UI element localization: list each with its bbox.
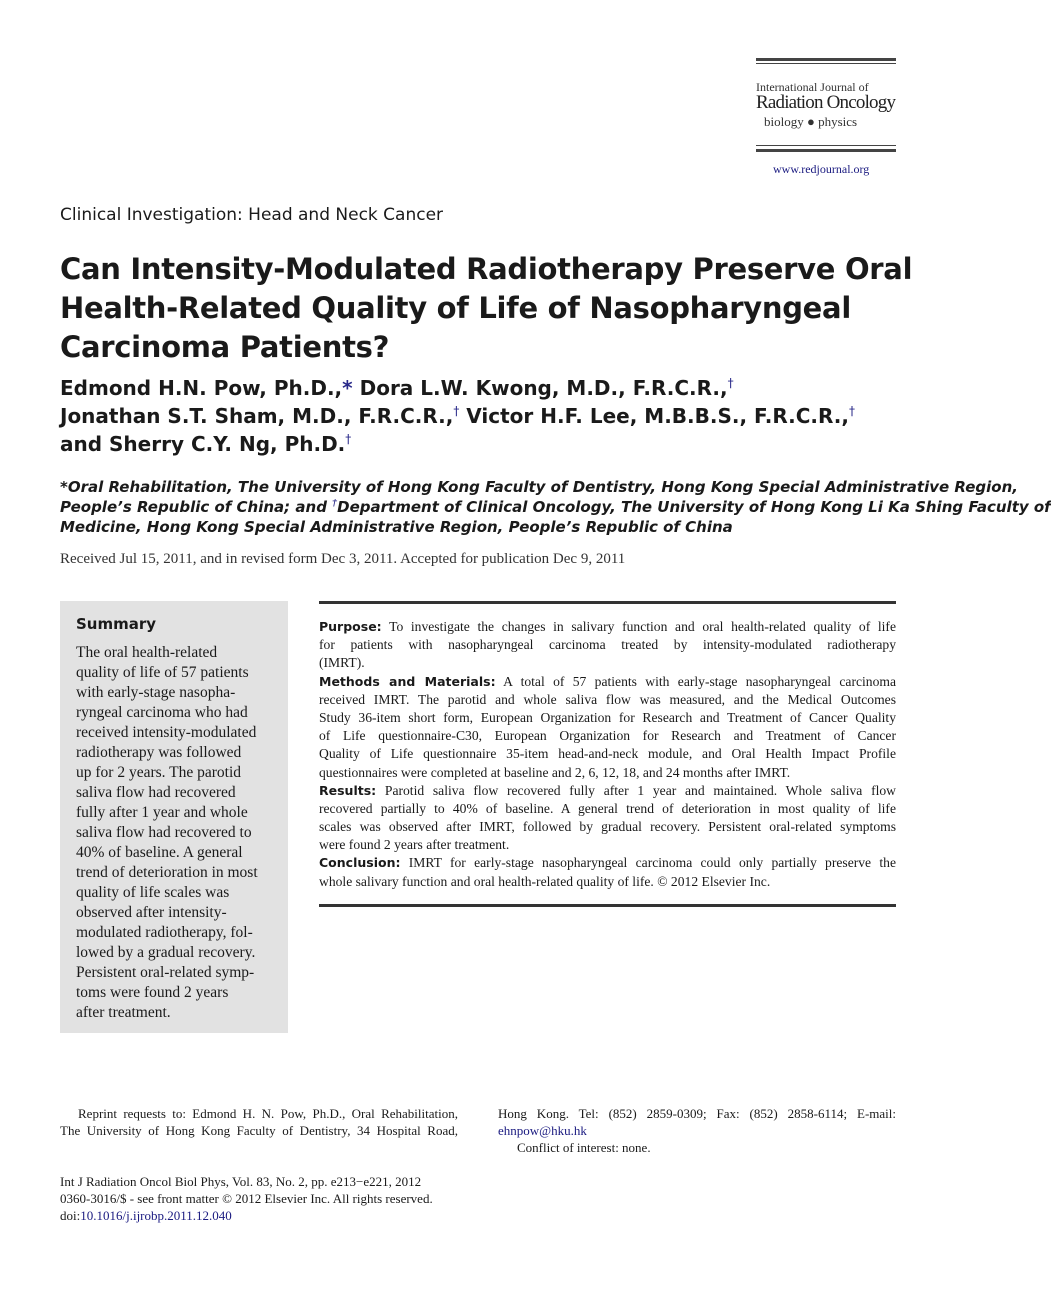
abstract-text: Parotid saliva flow recovered fully after 1 year and maintained. Whole saliva flow <box>376 782 896 798</box>
journal-name-line3: biology ● physics <box>764 114 858 129</box>
author-list <box>60 374 900 458</box>
conflict-statement: Conflict of interest: none. <box>517 1140 651 1155</box>
abstract-text: for patients with nasopharyngeal carcinoma treated by intensity-modulated radiotherapy <box>319 637 896 653</box>
author-kwong: Dora L.W. Kwong, M.D., F.R.C.R., <box>352 376 728 400</box>
title-line: Carcinoma Patients? <box>60 330 390 364</box>
reprint-footnote <box>60 1105 458 1139</box>
footnote-text: Hong Kong. Tel: (852) 2859-0309; Fax: (852) 2858-6114; E-mail: <box>498 1106 896 1121</box>
author-lee: Victor H.F. Lee, M.B.B.S., F.R.C.R., <box>459 404 849 428</box>
citation-block <box>60 1173 433 1224</box>
affiliation-mark-dagger[interactable]: † <box>727 376 734 390</box>
affiliation-dagger: † <box>332 498 338 509</box>
abstract-text: were found 2 years after treatment. <box>319 837 510 853</box>
abstract-text: of Life questionnaire-C30, European Organization for Research and Treatment of Cancer <box>319 728 896 744</box>
article-title <box>60 250 913 367</box>
summary-line: with early-stage nasopha- <box>76 684 236 701</box>
journal-name-line2: Radiation Oncology <box>756 92 896 113</box>
abstract-text: received IMRT. The parotid and whole saliva flow was measured, and the Medical Outcomes <box>319 691 896 707</box>
affiliation-line: Department of Clinical Oncology, The University of Hong Kong Li Ka Shing Faculty of <box>337 498 1051 516</box>
summary-line: ryngeal carcinoma who had <box>76 704 248 721</box>
author-ng: and Sherry C.Y. Ng, Ph.D. <box>60 432 346 456</box>
results-label: Results: <box>319 782 377 798</box>
header-rule-top-thin <box>756 63 896 64</box>
abstract-text: IMRT for early-stage nasopharyngeal carcinoma could only partially preserve the <box>400 855 896 871</box>
summary-line: 40% of baseline. A general <box>76 844 243 861</box>
title-line: Health-Related Quality of Life of Nasopharyngeal <box>60 291 851 325</box>
affiliation-mark-dagger[interactable]: † <box>345 432 352 446</box>
abstract-text: recovered partially to 40% of baseline. A general trend of deterioration in most quality of life <box>319 800 896 816</box>
summary-line: modulated radiotherapy, fol- <box>76 924 253 941</box>
affiliation-line: People’s Republic of China; and <box>60 498 333 516</box>
summary-line: quality of life scales was <box>76 884 230 901</box>
header-rule-top <box>756 58 896 61</box>
affiliation-line: *Oral Rehabilitation, The University of Hong Kong Faculty of Dentistry, Hong Kong Special Administrative Region, <box>60 478 1018 496</box>
summary-line: received intensity-modulated <box>76 724 257 741</box>
author-sham: Jonathan S.T. Sham, M.D., F.R.C.R., <box>60 404 454 428</box>
affiliation-line: Medicine, Hong Kong Special Administrative Region, People’s Republic of China <box>60 518 733 536</box>
summary-line: trend of deterioration in most <box>76 864 258 881</box>
abstract-rule-top <box>319 601 896 604</box>
journal-url-link[interactable]: www.redjournal.org <box>773 162 870 176</box>
abstract-text: whole salivary function and oral health-related quality of life. © 2012 Elsevier Inc. <box>319 873 771 889</box>
header-rule-bottom <box>756 149 896 152</box>
summary-line: radiotherapy was followed <box>76 744 242 761</box>
affiliation-mark-star[interactable]: * <box>342 376 353 400</box>
journal-name-line1: International Journal of <box>756 80 869 94</box>
summary-line: saliva flow had recovered to <box>76 824 252 841</box>
affiliations <box>60 477 1051 537</box>
section-label: Clinical Investigation: Head and Neck Cancer <box>60 205 444 225</box>
received-dates: Received Jul 15, 2011, and in revised form Dec 3, 2011. Accepted for publication Dec 9, 2011 <box>60 551 626 567</box>
summary-line: observed after intensity- <box>76 904 227 921</box>
conclusion-label: Conclusion: <box>319 855 401 871</box>
affiliation-mark-dagger[interactable]: † <box>453 404 460 418</box>
summary-title: Summary <box>76 615 157 633</box>
abstract-text: questionnaires were completed at baseline and 2, 6, 12, 18, and 24 months after IMRT. <box>319 764 791 780</box>
abstract-text: scales was observed after IMRT, followed by gradual recovery. Persistent oral-related symptoms <box>319 819 896 835</box>
summary-line: Persistent oral-related symp- <box>76 964 255 981</box>
affiliation-mark-dagger[interactable]: † <box>848 404 855 418</box>
contact-footnote <box>498 1105 896 1156</box>
abstract <box>319 618 896 891</box>
doi-link[interactable]: 10.1016/j.ijrobp.2011.12.040 <box>80 1208 232 1223</box>
abstract-text: (IMRT). <box>319 655 365 671</box>
footnote-text: Reprint requests to: Edmond H. N. Pow, Ph.D., Oral Rehabilitation, <box>78 1106 458 1121</box>
abstract-text: Quality of Life questionnaire 35-item head-and-neck module, and Oral Health Impact Profile <box>319 746 896 762</box>
summary-line: up for 2 years. The parotid <box>76 764 241 781</box>
abstract-text: To investigate the changes in salivary function and oral health-related quality of life <box>381 619 896 634</box>
purpose-label: Purpose: <box>319 619 382 634</box>
doi-prefix: doi: <box>60 1208 81 1223</box>
summary-line: toms were found 2 years <box>76 984 229 1001</box>
citation-line: Int J Radiation Oncol Biol Phys, Vol. 83, No. 2, pp. e213−e221, 2012 <box>60 1174 422 1189</box>
abstract-rule-bottom <box>319 904 896 907</box>
header-rule-bottom-thin <box>756 145 896 146</box>
author-pow: Edmond H.N. Pow, Ph.D., <box>60 376 343 400</box>
methods-label: Methods and Materials: <box>319 673 496 689</box>
footnote-text: The University of Hong Kong Faculty of Dentistry, 34 Hospital Road, <box>60 1123 458 1138</box>
summary-line: quality of life of 57 patients <box>76 664 249 681</box>
summary-line: saliva flow had recovered <box>76 784 236 801</box>
email-link[interactable]: ehnpow@hku.hk <box>498 1123 587 1138</box>
summary-line: fully after 1 year and whole <box>76 804 248 821</box>
summary-line: lowed by a gradual recovery. <box>76 944 256 961</box>
abstract-text: A total of 57 patients with early-stage nasopharyngeal carcinoma <box>495 673 897 689</box>
abstract-text: Study 36-item short form, European Organization for Research and Treatment of Cancer Quality <box>319 709 896 725</box>
title-line: Can Intensity-Modulated Radiotherapy Preserve Oral <box>60 252 913 286</box>
summary-line: after treatment. <box>76 1004 171 1021</box>
copyright-line: 0360-3016/$ - see front matter © 2012 Elsevier Inc. All rights reserved. <box>60 1191 433 1206</box>
summary-text <box>76 643 276 1023</box>
summary-line: The oral health-related <box>76 644 218 661</box>
